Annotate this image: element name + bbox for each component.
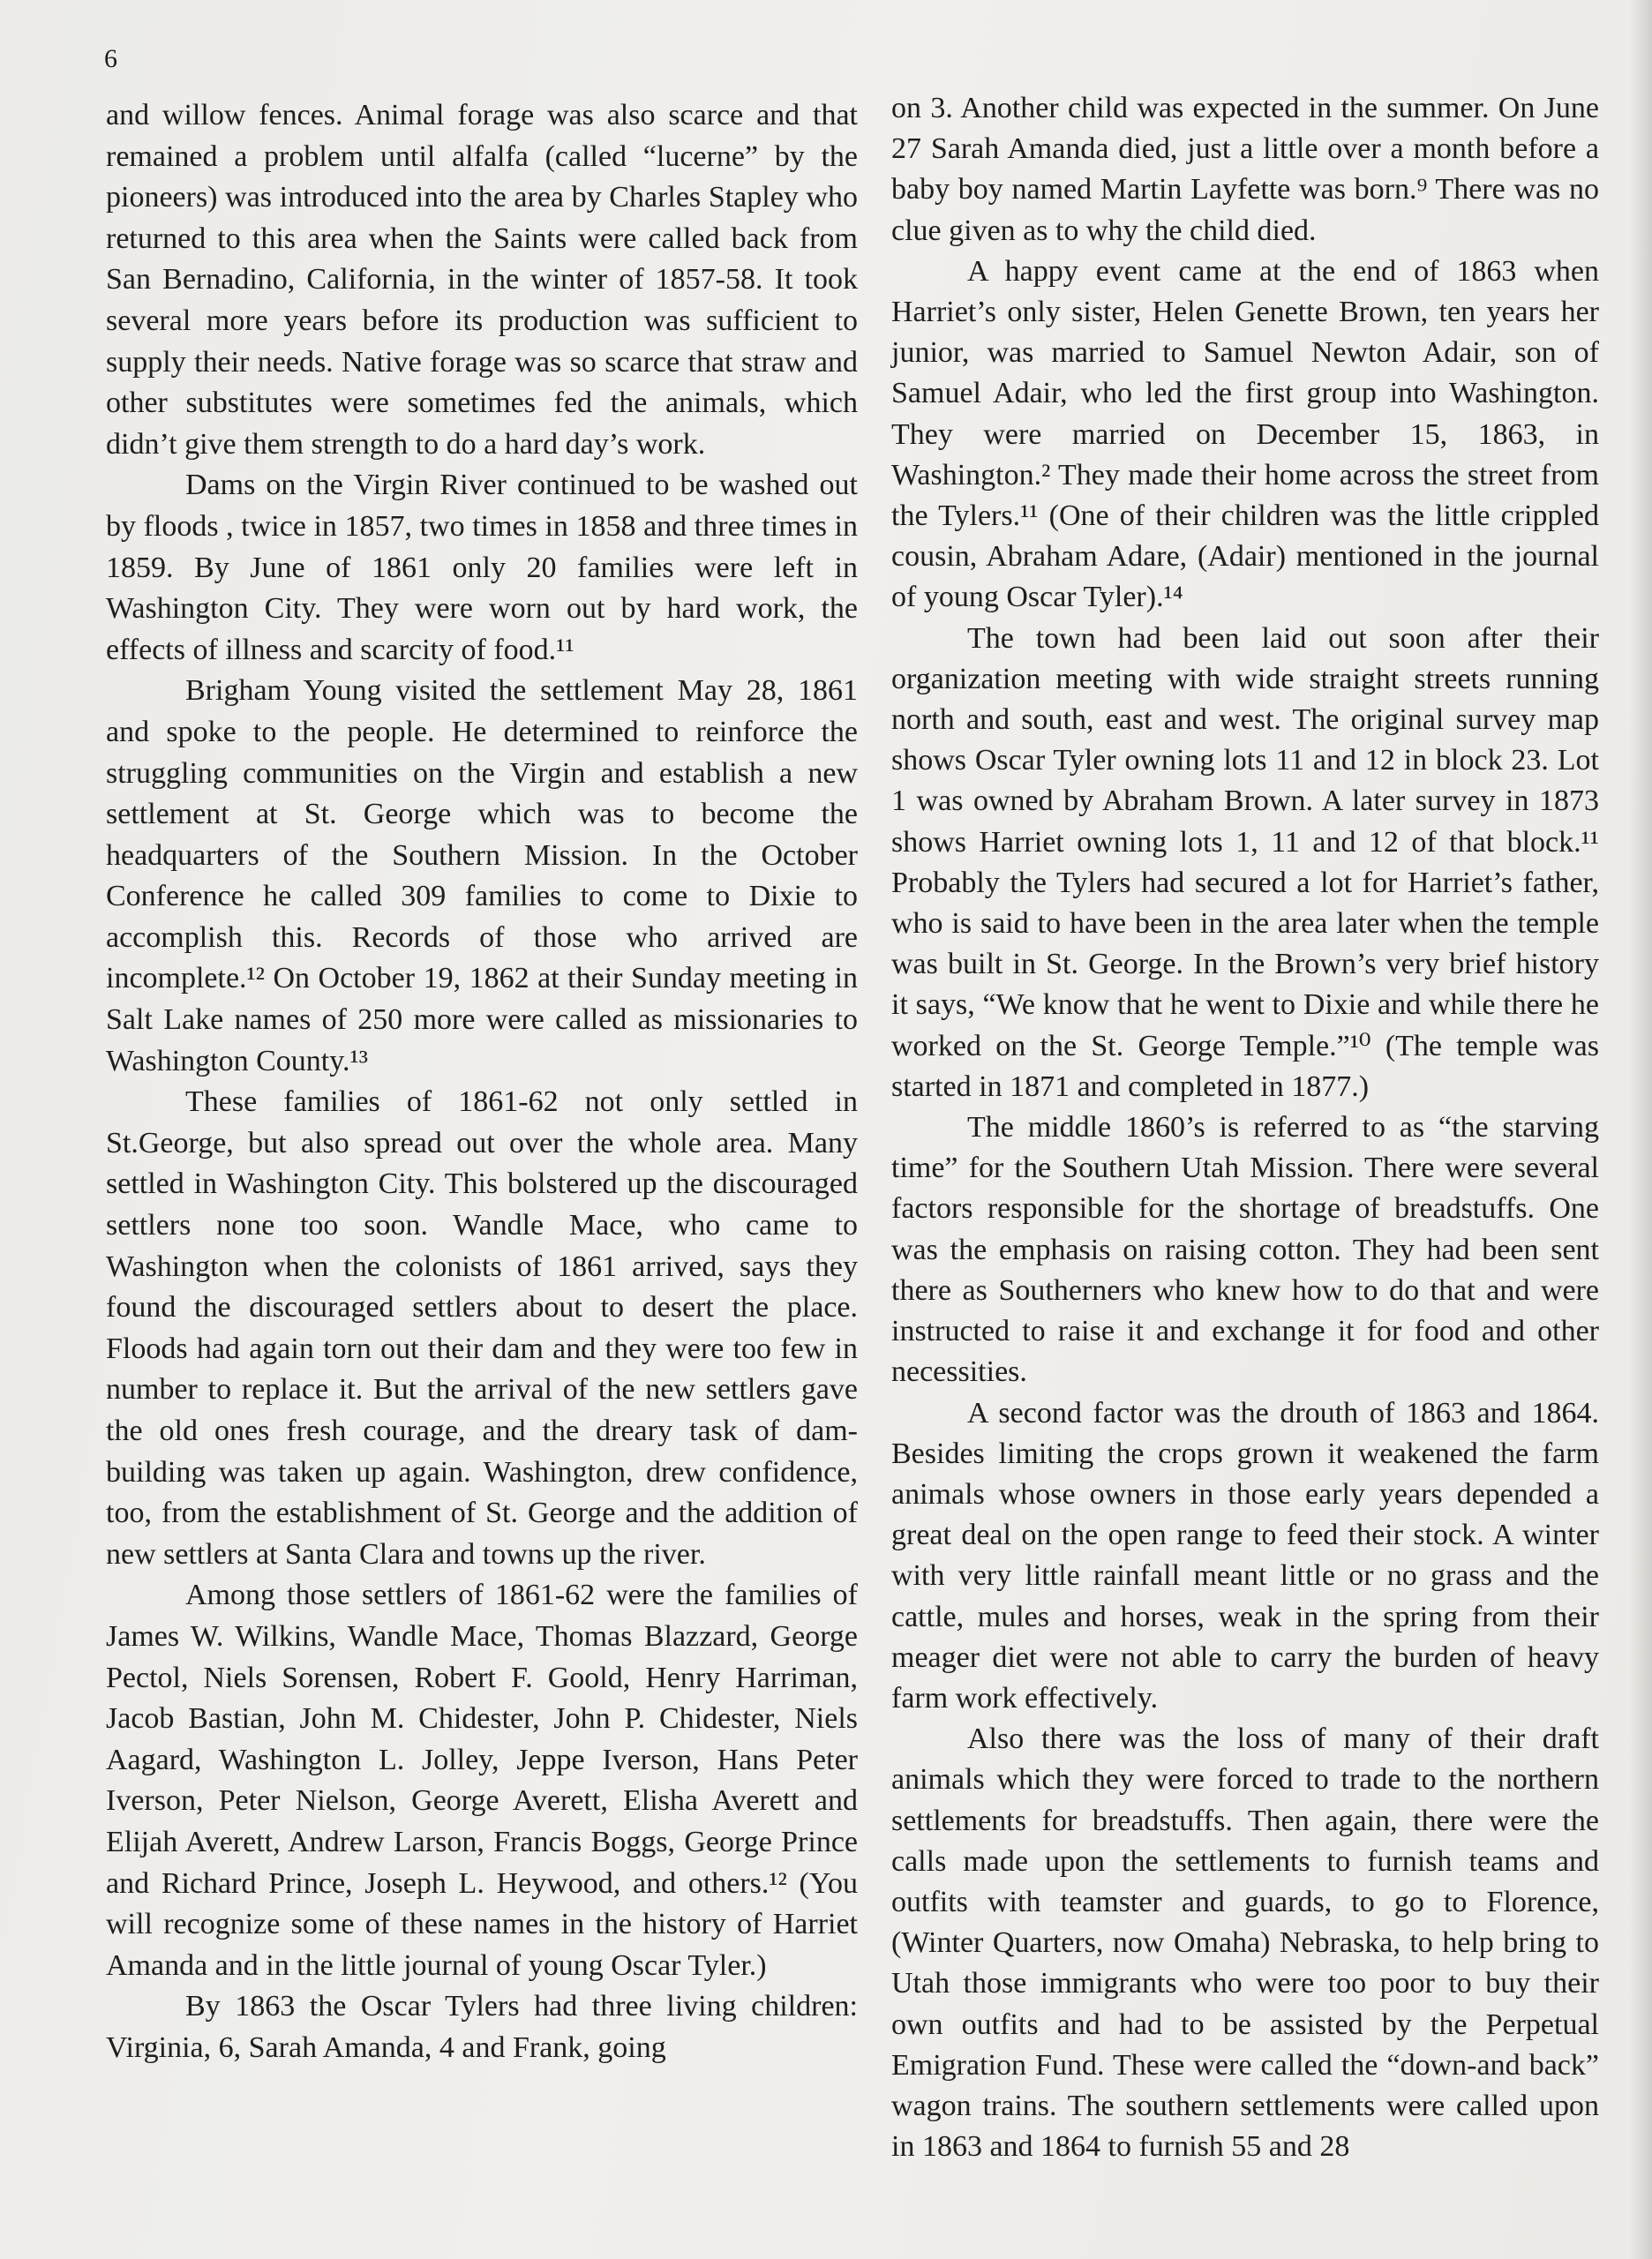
paragraph: Among those settlers of 1861-62 were the families of James W. Wilkins, Wandle Mace, Thomas Blazzard, George Pectol, Niels Sorensen, Robert F. Goold, Henry Harriman, Jacob Bastian, John M. Chidester, John P. Chidester, Niels Aagard, Washington L. Jolley, Jeppe Iverson, Hans Peter Iverson, Peter Nielson, George Averett, Elisha Averett and Elijah Averett, Andrew Larson, Francis Boggs, George Prince and Richard Prince, Joseph L. Heywood, and others.¹² (You will recognize some of these names in the history of Harriet Amanda and in the little journal of young Oscar Tyler.) — [106, 1579, 858, 1982]
page-number: 6 — [104, 44, 117, 73]
paragraph: Also there was the loss of many of their draft animals which they were forced to trade to the northern settlements for breadstuffs. Then again, there were the calls made upon the settlements to furnish teams and outfits with teamster and guards, to go to Florence, (Winter Quarters, now Omaha) Nebraska, to help bring to Utah those immigrants who were too poor to buy their own outfits and had to be assisted by the Perpetual Emigration Fund. These were called the “down-and back” wagon trains. The southern settlements were called upon in 1863 and 1864 to furnish 55 and 28 — [891, 1722, 1599, 2164]
paragraph: The middle 1860’s is referred to as “the starving time” for the Southern Utah Mission. There were several factors responsible for the shortage of breadstuffs. One was the emphasis on raising cotton. They had been sent there as Southerners who knew how to do that and were instructed to raise it and exchange it for food and other necessities. — [891, 1111, 1599, 1389]
paragraph: A second factor was the drouth of 1863 and 1864. Besides limiting the crops grown it weakened the farm animals whose owners in those early years depended a great deal on the open range to feed their stock. A winter with very little rainfall meant little or no grass and the cattle, mules and horses, weak in the spring from their meager diet were not able to carry the burden of heavy farm work effectively. — [891, 1396, 1599, 1715]
paragraph: and willow fences. Animal forage was also scarce and that remained a problem until alfalfa (called “lucerne” by the pioneers) was introduced into the area by Charles Stapley who returned to this area when the Saints were called back from San Bernadino, California, in the winter of 1857-58. It took several more years before its production was sufficient to supply their needs. Native forage was so scarce that straw and other substitutes were sometimes fed the animals, which didn’t give them strength to do a hard day’s work. — [106, 99, 858, 461]
right-column — [891, 88, 1599, 2167]
paragraph: By 1863 the Oscar Tylers had three living children: Virginia, 6, Sarah Amanda, 4 and Frank, going — [106, 1990, 858, 2064]
paragraph: These families of 1861-62 not only settled in St.George, but also spread out over the whole area. Many settled in Washington City. This bolstered up the discouraged settlers none too soon. Wandle Mace, who came to Washington when the colonists of 1861 arrived, says they found the discouraged settlers about to desert the place. Floods had again torn out their dam and they were too few in number to replace it. But the arrival of the new settlers gave the old ones fresh courage, and the dreary task of dam-building was taken up again. Washington, drew confidence, too, from the establishment of St. George and the addition of new settlers at Santa Clara and towns up the river. — [106, 1085, 858, 1571]
paragraph: The town had been laid out soon after their organization meeting with wide straight streets running north and south, east and west. The original survey map shows Oscar Tyler owning lots 11 and 12 in block 23. Lot 1 was owned by Abraham Brown. A later survey in 1873 shows Harriet owning lots 1, 11 and 12 of that block.¹¹ Probably the Tylers had secured a lot for Harriet’s father, who is said to have been in the area later when the temple was built in St. George. In the Brown’s very brief history it says, “We know that he went to Dixie and while there he worked on the St. George Temple.”¹⁰ (The temple was started in 1871 and completed in 1877.) — [891, 621, 1599, 1103]
paragraph: on 3. Another child was expected in the summer. On June 27 Sarah Amanda died, just a little over a month before a baby boy named Martin Layfette was born.⁹ There was no clue given as to why the child died. — [891, 92, 1599, 247]
paragraph: A happy event came at the end of 1863 when Harriet’s only sister, Helen Genette Brown, ten years her junior, was married to Samuel Newton Adair, son of Samuel Adair, who led the first group into Washington. They were married on December 15, 1863, in Washington.² They made their home across the street from the Tylers.¹¹ (One of their children was the little crippled cousin, Abraham Adare, (Adair) mentioned in the journal of young Oscar Tyler).¹⁴ — [891, 254, 1599, 614]
page-edge-shadow — [1629, 0, 1652, 2259]
left-column — [106, 95, 858, 2069]
paragraph: Dams on the Virgin River continued to be washed out by floods , twice in 1857, two times in 1858 and three times in 1859. By June of 1861 only 20 families were left in Washington City. They were worn out by hard work, the effects of illness and scarcity of food.¹¹ — [106, 469, 858, 666]
paragraph: Brigham Young visited the settlement May 28, 1861 and spoke to the people. He determined to reinforce the struggling communities on the Virgin and establish a new settlement at St. George which was to become the headquarters of the Southern Mission. In the October Conference he called 309 families to come to Dixie to accomplish this. Records of those who arrived are incomplete.¹² On October 19, 1862 at their Sunday meeting in Salt Lake names of 250 more were called as missionaries to Washington County.¹³ — [106, 674, 858, 1077]
